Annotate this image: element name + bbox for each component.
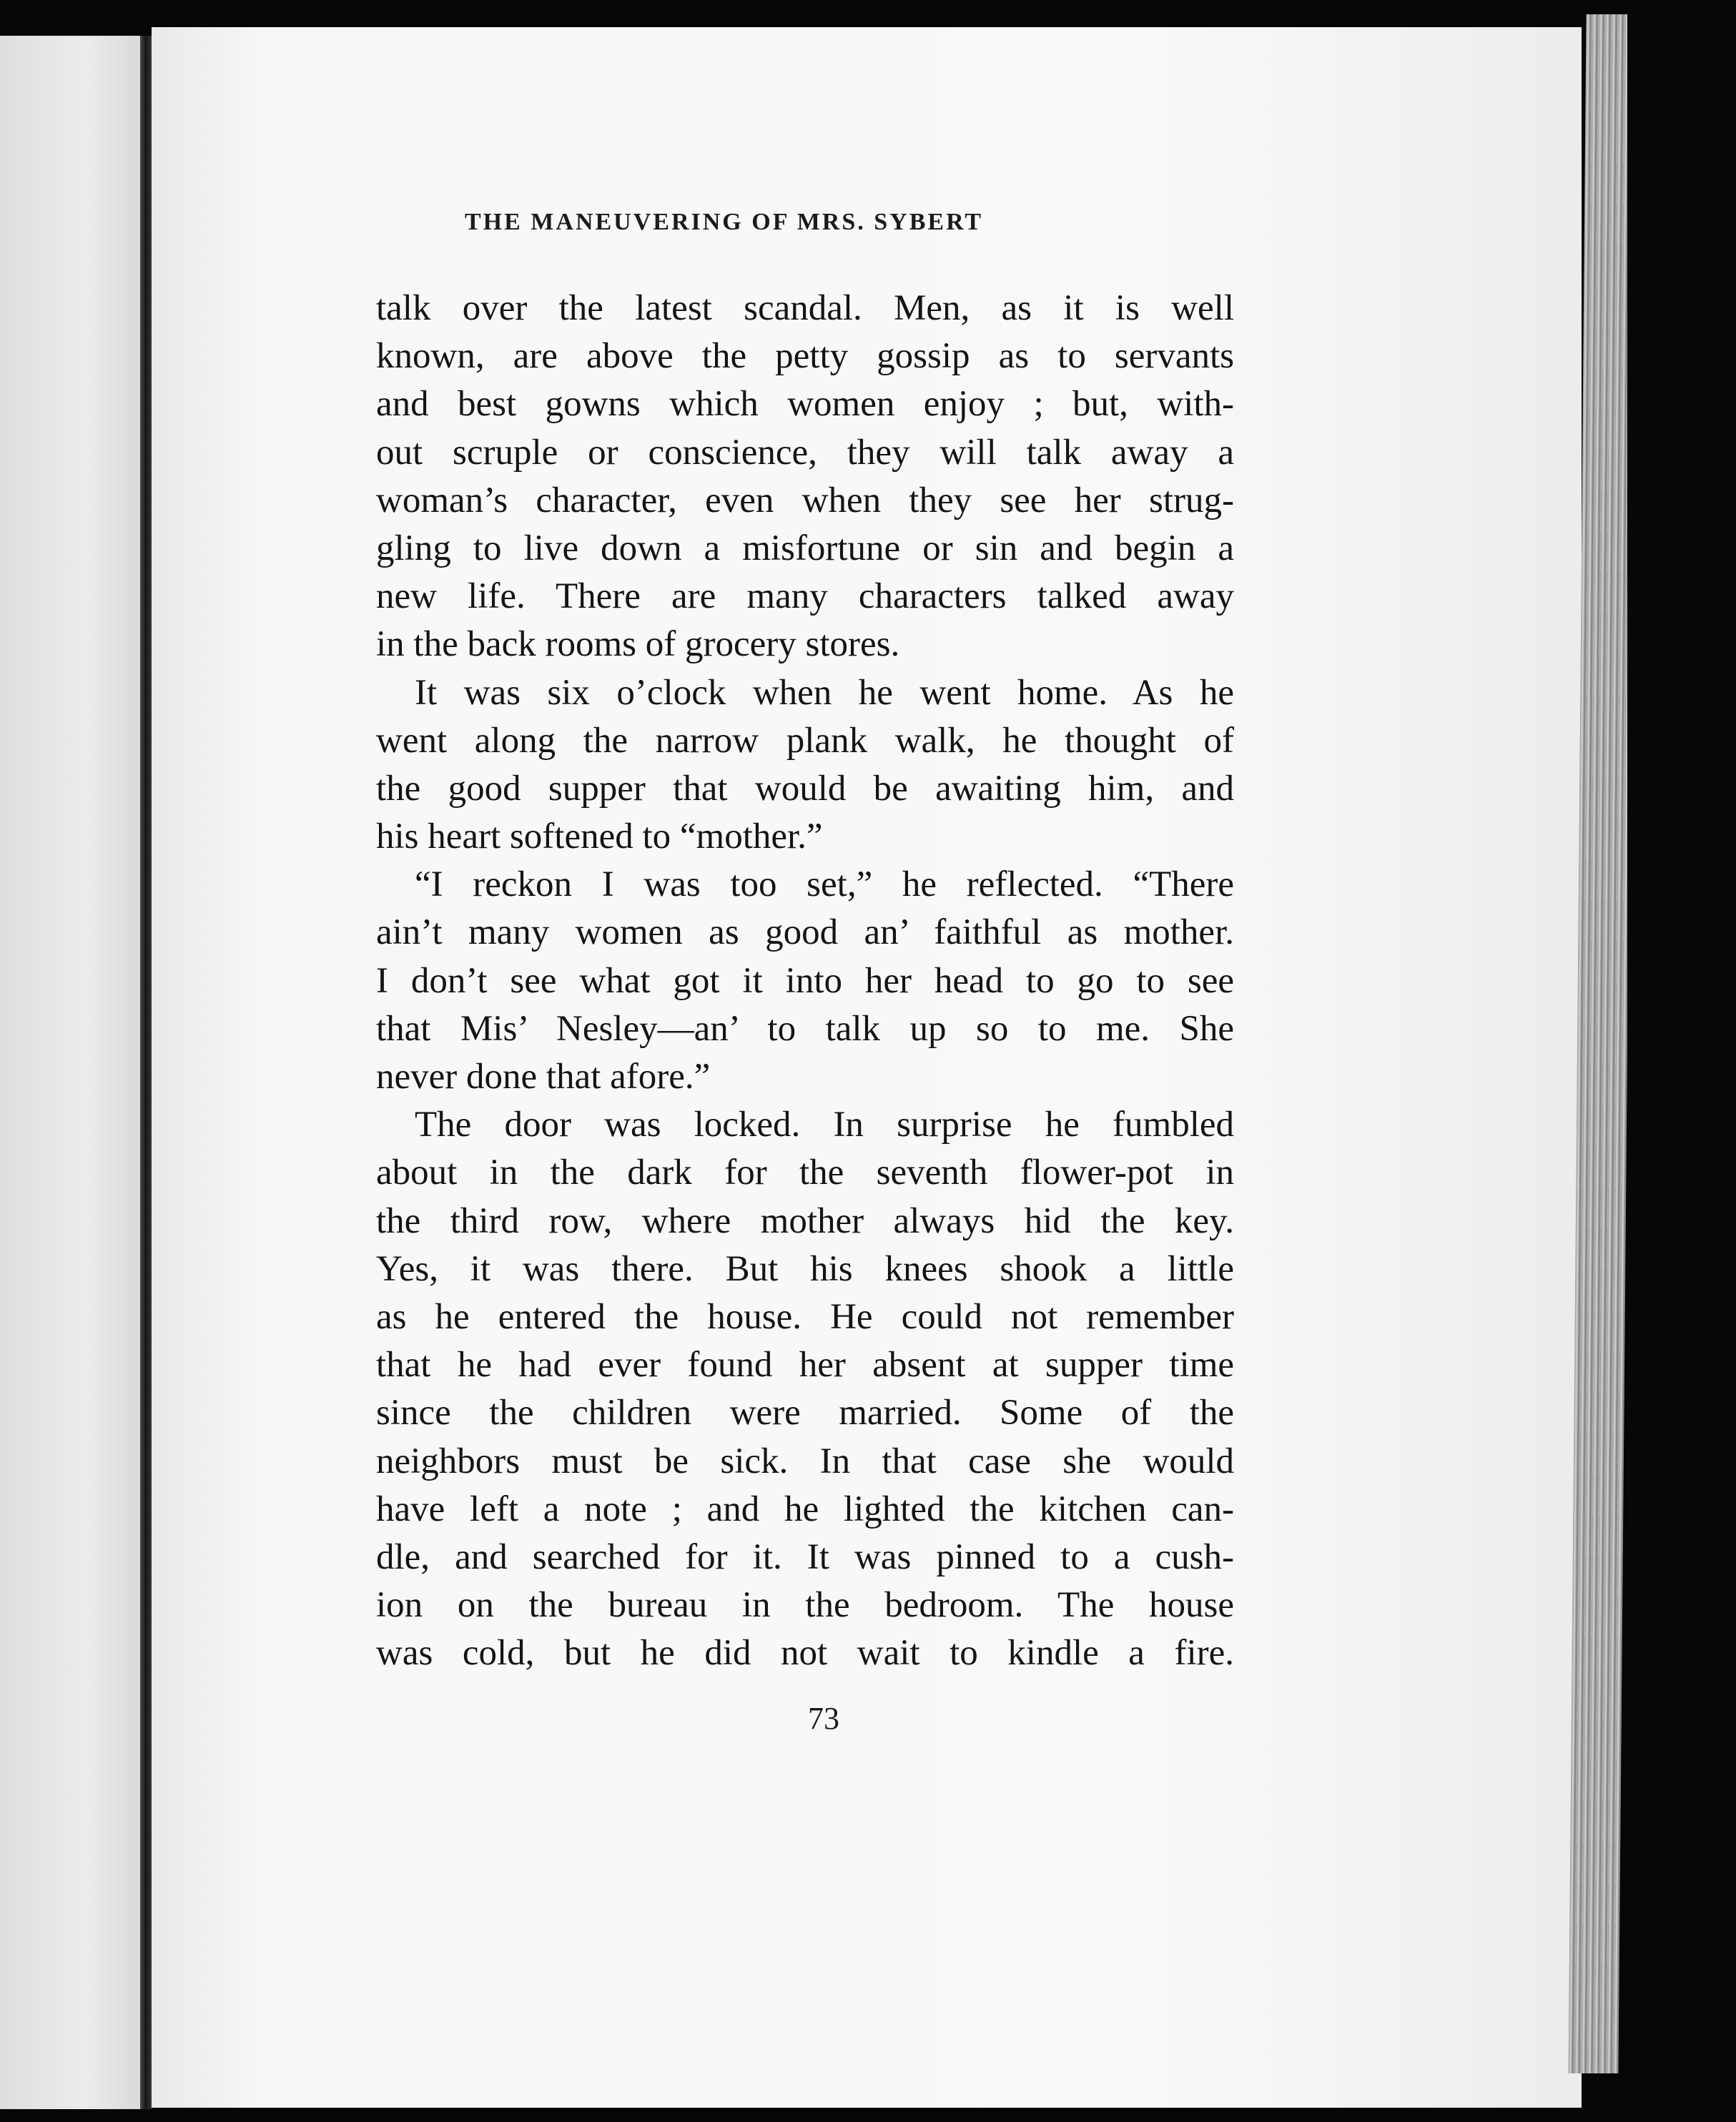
text-line: the third row, where mother always hid the key. [376, 1200, 1234, 1241]
text-line: talk over the latest scandal. Men, as it is well [376, 288, 1234, 328]
text-line: went along the narrow plank walk, he thought of [376, 720, 1234, 761]
text-line: his heart softened to “mother.” [376, 816, 823, 857]
text-line: new life. There are many characters talked away [376, 576, 1234, 617]
text-line: never done that afore.” [376, 1057, 711, 1097]
text-line: It was six o’clock when he went home. As he [415, 672, 1234, 713]
text-line: woman’s character, even when they see her strug- [376, 480, 1234, 520]
text-line: I don’t see what got it into her head to go to see [376, 960, 1234, 1001]
body-text [376, 285, 1234, 1677]
text-line: about in the dark for the seventh flower-pot in [376, 1153, 1234, 1193]
text-line: the good supper that would be awaiting him, and [376, 768, 1234, 809]
text-line: ion on the bureau in the bedroom. The house [376, 1585, 1234, 1626]
book-gutter [140, 36, 152, 2109]
text-line: dle, and searched for it. It was pinned to a cush- [376, 1536, 1234, 1577]
text-line: The door was locked. In surprise he fumbled [415, 1105, 1234, 1145]
text-line: neighbors must be sick. In that case she would [376, 1441, 1234, 1481]
background-dark [1627, 0, 1736, 2122]
text-line: since the children were married. Some of the [376, 1393, 1234, 1433]
text-line: was cold, but he did not wait to kindle a fire. [376, 1633, 1234, 1674]
text-line: in the back rooms of grocery stores. [376, 624, 900, 665]
text-line: as he entered the house. He could not remember [376, 1296, 1234, 1337]
text-line: out scruple or conscience, they will talk away a [376, 432, 1234, 473]
page-number: 73 [808, 1701, 839, 1736]
text-line: “I reckon I was too set,” he reflected. “There [415, 864, 1234, 905]
text-line: that he had ever found her absent at supper time [376, 1345, 1234, 1386]
text-line: known, are above the petty gossip as to servants [376, 336, 1234, 377]
text-line: and best gowns which women enjoy ; but, with- [376, 384, 1234, 425]
left-page-edge [0, 36, 143, 2109]
text-line: ain’t many women as good an’ faithful as mother. [376, 912, 1234, 953]
running-head: THE MANEUVERING OF MRS. SYBERT [465, 209, 984, 235]
text-line: gling to live down a misfortune or sin and begin a [376, 528, 1234, 568]
text-line: Yes, it was there. But his knees shook a little [376, 1248, 1234, 1289]
text-line: that Mis’ Nesley—an’ to talk up so to me. She [376, 1008, 1234, 1049]
text-line: have left a note ; and he lighted the kitchen can- [376, 1489, 1234, 1529]
